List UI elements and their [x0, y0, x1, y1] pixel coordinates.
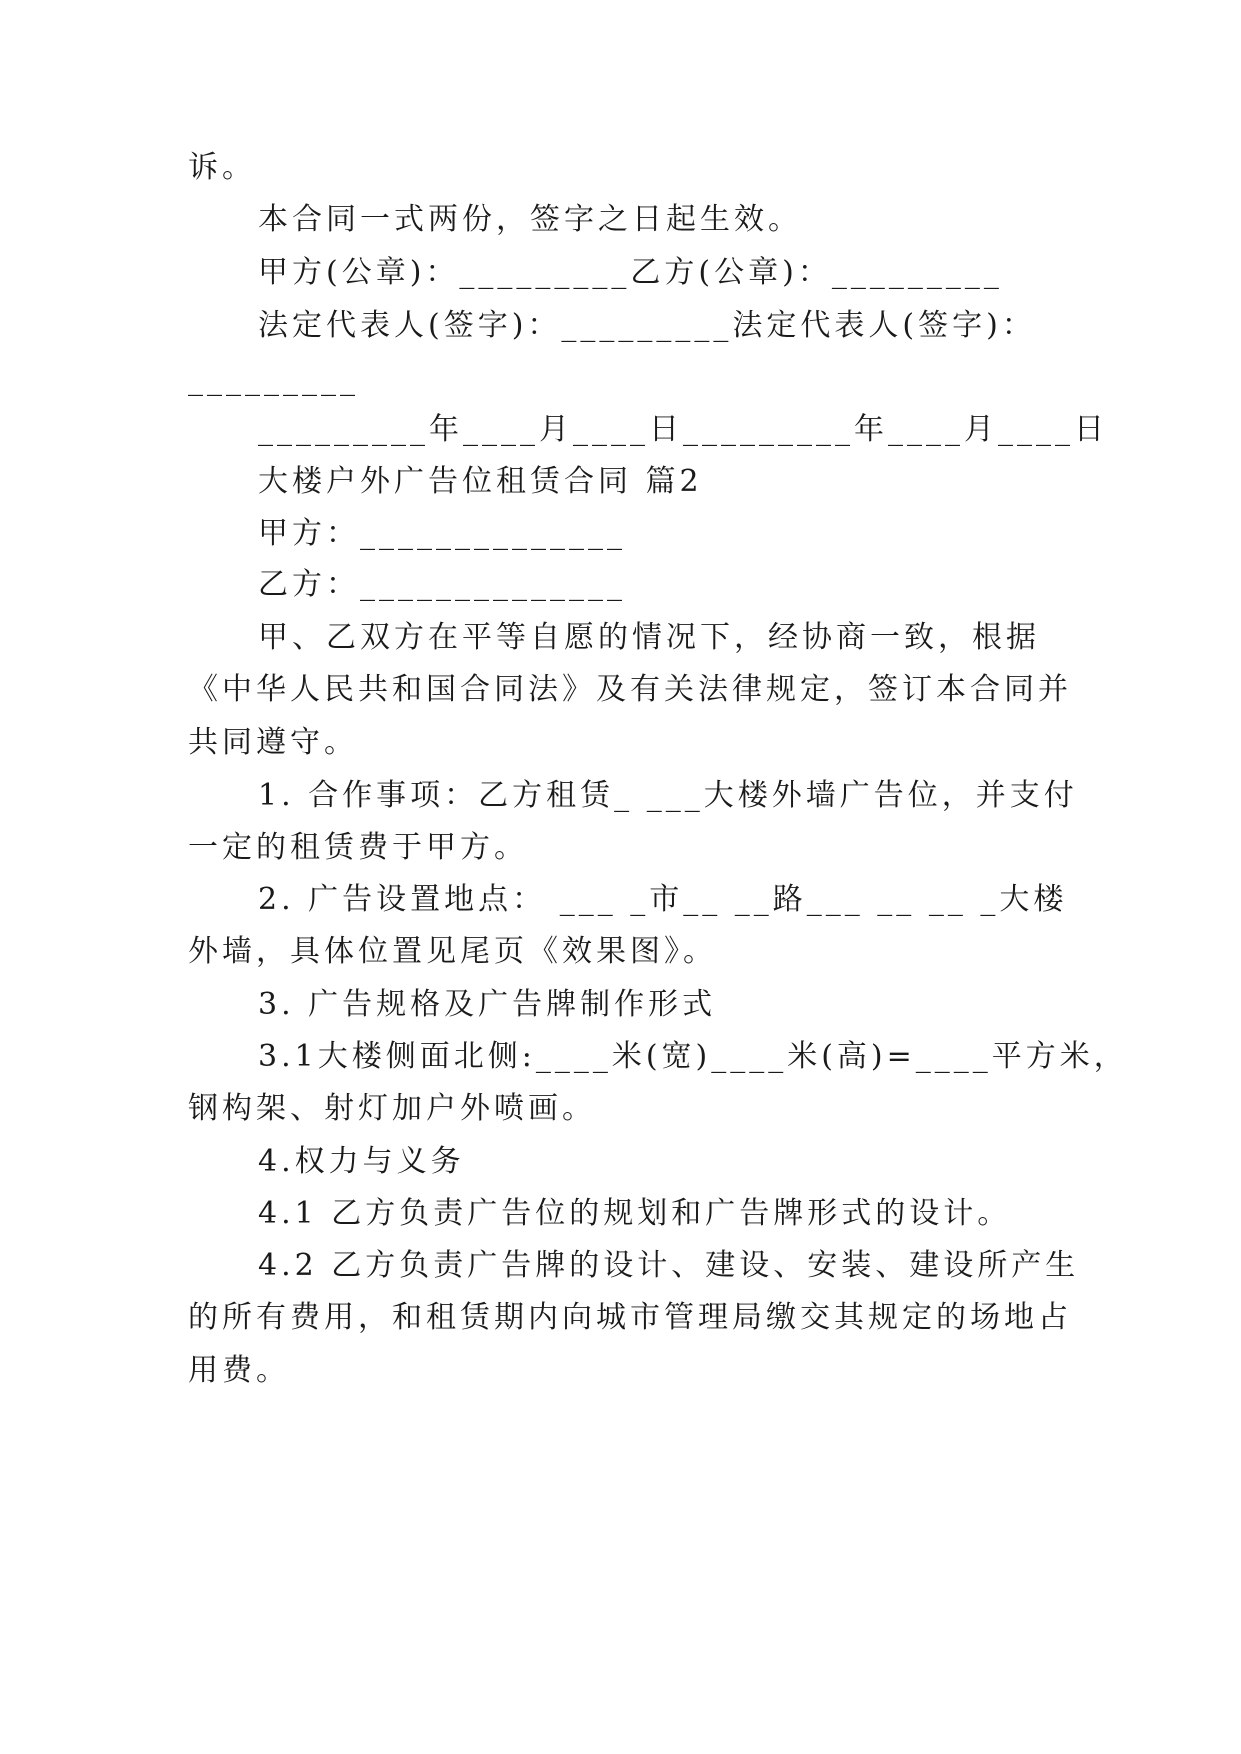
text-line: _________	[188, 362, 359, 397]
text-line: 诉。	[188, 150, 256, 185]
text-line: 4.权力与义务	[258, 1144, 465, 1179]
text-line: 甲方(公章)：_________乙方(公章)：_________	[258, 255, 1003, 290]
section-heading: 大楼户外广告位租赁合同 篇2	[258, 464, 703, 499]
text-line: 钢构架、射灯加户外喷画。	[188, 1091, 596, 1126]
text-line: 本合同一式两份，签字之日起生效。	[258, 202, 802, 237]
text-line: 《中华人民共和国合同法》及有关法律规定，签订本合同并	[188, 672, 1072, 707]
text-line: 2. 广告设置地点： ___ _市__ __路___ __ __ _大楼	[258, 882, 1068, 917]
text-line: 乙方：______________	[258, 567, 626, 602]
text-line: 1. 合作事项：乙方租赁_ ___大楼外墙广告位，并支付	[258, 778, 1078, 813]
text-line: 3.1大楼侧面北侧:____米(宽)____米(高)=____平方米，	[258, 1039, 1128, 1074]
text-line: 用费。	[188, 1353, 290, 1388]
text-line: 甲、乙双方在平等自愿的情况下，经协商一致，根据	[258, 620, 1040, 655]
text-line: 甲方：______________	[258, 516, 626, 551]
text-line: 外墙，具体位置见尾页《效果图》。	[188, 934, 717, 969]
text-line: 3. 广告规格及广告牌制作形式	[258, 987, 717, 1022]
text-line: 4.1 乙方负责广告位的规划和广告牌形式的设计。	[258, 1196, 1012, 1231]
text-line: 的所有费用，和租赁期内向城市管理局缴交其规定的场地占	[188, 1300, 1072, 1335]
text-line: 法定代表人(签字)：_________法定代表人(签字)：	[258, 308, 1036, 343]
text-line: 共同遵守。	[188, 725, 358, 760]
text-line: 一定的租赁费于甲方。	[188, 830, 528, 865]
text-line: _________年____月____日_________年____月____日	[258, 412, 1108, 447]
text-line: 4.2 乙方负责广告牌的设计、建设、安装、建设所产生	[258, 1248, 1080, 1283]
